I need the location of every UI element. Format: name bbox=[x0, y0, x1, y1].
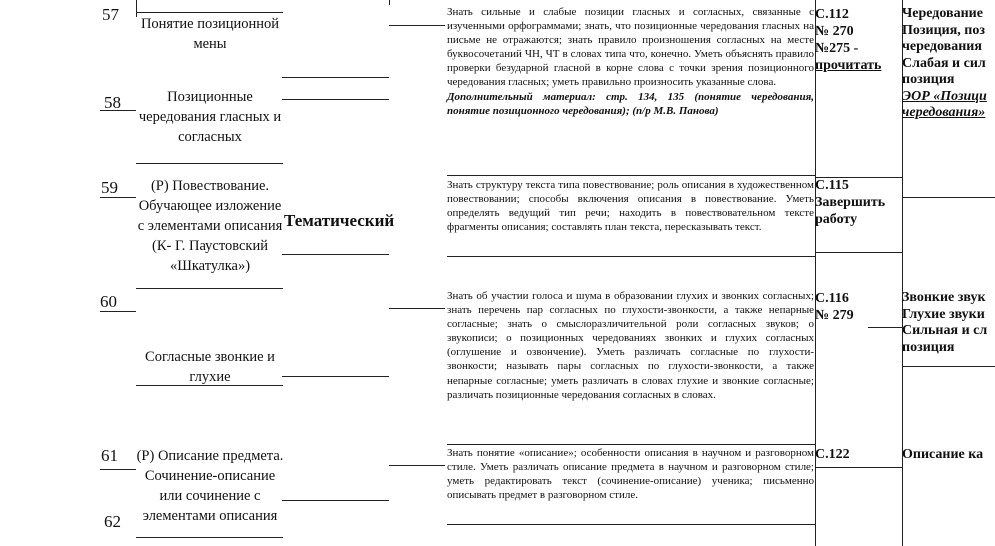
rule bbox=[902, 197, 995, 198]
rule bbox=[282, 500, 389, 501]
homework bbox=[815, 177, 901, 228]
rule bbox=[447, 524, 815, 525]
key-concepts bbox=[902, 290, 995, 356]
rule bbox=[868, 327, 902, 328]
rule bbox=[902, 366, 995, 367]
concept-line: позиция bbox=[902, 72, 955, 87]
rule bbox=[136, 288, 283, 289]
lesson-number: 59 bbox=[101, 178, 118, 197]
homework-line: С.122 bbox=[815, 447, 850, 462]
lesson-requirements bbox=[447, 5, 814, 118]
lesson-topic: Согласные звонкие и глухие bbox=[145, 349, 275, 385]
concept-line: Чередование bbox=[902, 6, 983, 21]
eor-link[interactable]: ЭОР «Позици bbox=[902, 88, 987, 104]
rule bbox=[100, 469, 136, 470]
rule bbox=[447, 256, 815, 257]
key-concepts bbox=[902, 6, 995, 122]
rule bbox=[282, 77, 389, 78]
homework-line: №275 - bbox=[815, 41, 859, 56]
rule bbox=[100, 311, 136, 312]
homework bbox=[815, 446, 901, 463]
lesson-number: 60 bbox=[100, 292, 117, 311]
concept-line: Звонкие звук bbox=[902, 290, 986, 305]
rule bbox=[389, 465, 445, 466]
lesson-requirements: Знать понятие «описание»; особенности описания в научном и разговорном стиле. Уметь различать описание предмета в научном и разговорном стиле; уметь редактировать текст (сочинение-описание) ученика; письменно описывать предмет в разговорном стиле. bbox=[447, 447, 814, 502]
homework-line: № 279 bbox=[815, 308, 854, 323]
concept-line: Глухие звуки bbox=[902, 306, 985, 322]
lesson-type: Тематический bbox=[284, 211, 395, 230]
rule bbox=[447, 175, 815, 176]
rule bbox=[389, 25, 445, 26]
lesson-number: 57 bbox=[102, 5, 119, 24]
lesson-topic: (Р) Описание предмета. Сочинение-описание или сочинение с элементами описания bbox=[136, 448, 284, 524]
homework-line: Завершить bbox=[815, 195, 886, 210]
key-concepts bbox=[902, 447, 995, 464]
homework-line: С.116 bbox=[815, 291, 849, 306]
rule bbox=[815, 252, 902, 253]
homework bbox=[815, 6, 901, 74]
concept-line: Сильная и сл bbox=[902, 323, 988, 338]
column-divider bbox=[389, 0, 390, 5]
lesson-topic: Понятие позиционной мены bbox=[140, 16, 280, 52]
homework-line: № 270 bbox=[815, 24, 854, 39]
rule bbox=[100, 197, 136, 198]
rule bbox=[282, 376, 389, 377]
concept-line: Описание ка bbox=[902, 447, 984, 462]
rule bbox=[282, 254, 389, 255]
concept-line: чередования bbox=[902, 39, 982, 54]
homework-line: С.115 bbox=[815, 178, 849, 193]
lesson-topic: (Р) Повествование. Обучающее изложение с элементами описания (К- Г. Паустовский «Шкатулка») bbox=[137, 178, 283, 274]
additional-material: Дополнительный материал: стр. 134, 135 (понятие чередования, понятие позиционного чередования); (п/р М.В. Панова) bbox=[447, 90, 814, 117]
requirements-text: Знать сильные и слабые позиции гласных и согласных, связанные с изученными орфограммами; знать, что позиционные чередования гласных на письме не отражаются; знать правило произношения согласных на месте буквосочетаний ЧН, ЧТ в словах типа что, конечно. Уметь объяснять правило проверки безударной гласной в корне слова с точки зрения позиционного чередования гласных; уметь правильно произносить указанные слова. bbox=[447, 6, 814, 89]
lesson-number: 62 bbox=[104, 512, 121, 531]
lesson-requirements: Знать об участии голоса и шума в образовании глухих и звонких согласных; знать перечень пар согласных по глухости-звонкости, а также непарные согласные; знать о смыслоразличительной роли согласных звуков; о звукописи; о позиционных чередованиях звонких и глухих согласных (оглушение и озвончение). Уметь различать согласные по глухости-звонкости; называть пары согласных по глухости-звонкости, а также непарные согласные; уметь различать в словах глухие и звонкие согласные; различать позиционные чередования согласных в словах. bbox=[447, 290, 814, 401]
lesson-number: 61 bbox=[101, 446, 118, 465]
concept-line: позиция bbox=[902, 339, 955, 355]
rule bbox=[815, 467, 902, 468]
homework-line: прочитать bbox=[815, 58, 882, 73]
homework-line: работу bbox=[815, 212, 858, 227]
eor-link[interactable]: чередования» bbox=[902, 105, 986, 120]
rule bbox=[447, 444, 815, 445]
rule bbox=[136, 163, 283, 164]
rule bbox=[136, 537, 283, 538]
lesson-requirements: Знать структуру текста типа повествование; роль описания в художественном повествовании; способы включения описания в повествование. Уметь определять ведущий тип речи; находить в повествовательном тексте фрагменты описания; составлять план текста, пересказывать текст. bbox=[447, 179, 814, 234]
concept-line: Позиция, поз bbox=[902, 22, 985, 38]
rule bbox=[282, 99, 389, 100]
rule bbox=[389, 308, 445, 309]
column-divider bbox=[815, 0, 816, 546]
lesson-number: 58 bbox=[104, 93, 121, 112]
rule bbox=[136, 12, 283, 13]
lesson-topic: Позиционные чередования гласных и согласных bbox=[138, 89, 282, 145]
homework-line: С.112 bbox=[815, 7, 849, 22]
concept-line: Слабая и сил bbox=[902, 55, 986, 71]
homework bbox=[815, 290, 901, 324]
